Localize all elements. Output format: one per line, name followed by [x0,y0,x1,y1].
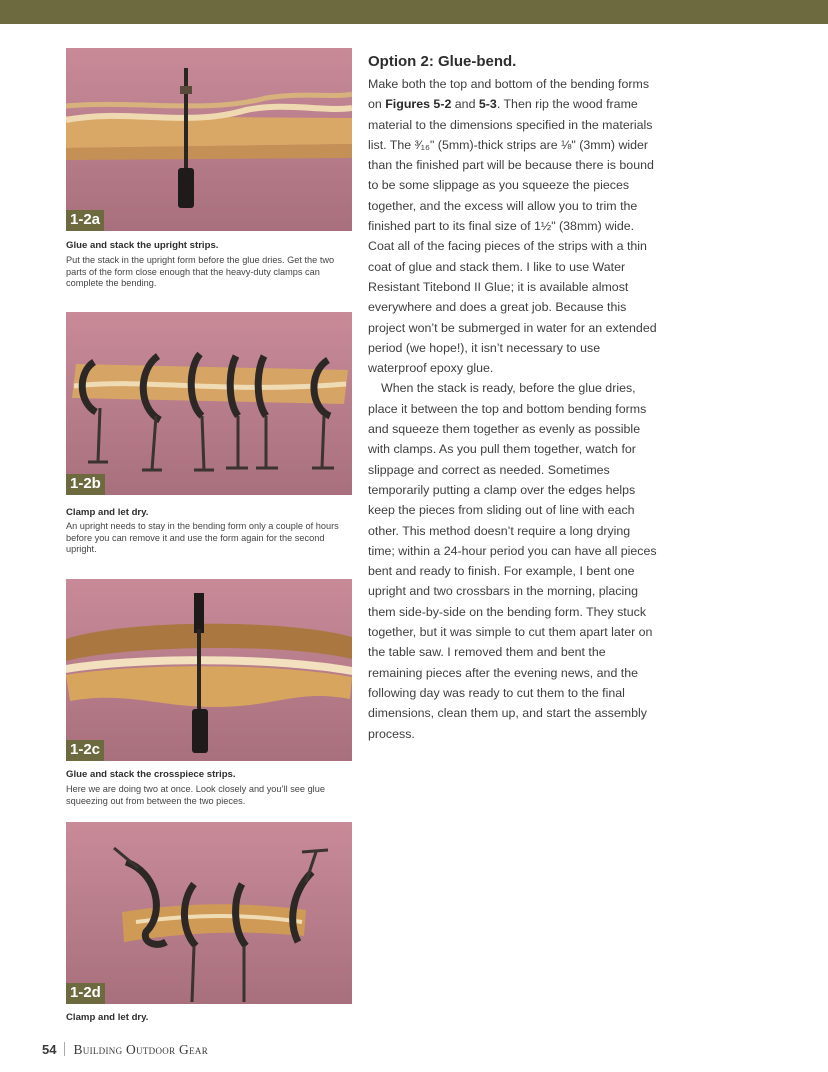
section-heading: Option 2: Glue-bend. [368,53,517,70]
figure-label: 1-2c [66,740,104,761]
figure-caption: An upright needs to stay in the bending form only a couple of hours before you can remove it and use the form again for the second upright. [66,521,339,554]
figure-photo-1-2c [66,579,352,761]
paragraph [368,74,660,378]
header-bar [0,0,828,24]
figure-caption-title: Glue and stack the upright strips. [66,240,219,251]
text-run: . Then rip the wood frame material to the dimensions specified in the materials list. The ³⁄₁₆" (5mm)-thick strips are ⅛" (3mm) wider than the finished part will be because there is bound to be some slippage as you squeeze the pieces together, and the excess will allow you to trim the finished part to its final size of 1½" (38mm) wide. Coat all of the facing pieces of the strips with a thin coat of glue and stack them. I like to use Water Resistant Titebond II Glue; it is available almost everywhere and does a great job. Because this project won’t be submerged in water for an extended period (we hope!), it isn’t necessary to use waterproof epoxy glue. [368,97,657,376]
article-body [368,74,660,744]
figure-label: 1-2b [66,474,105,495]
paragraph: When the stack is ready, before the glue dries, place it between the top and bottom bending forms and squeeze them together as evenly as possible with clamps. As you pull them together, watch for slippage and correct as needed. Sometimes temporarily putting a clamp over the edges helps keep the pieces from sliding out of line with each other. This method doesn’t require a long drying time; within a 24-hour period you can have all pieces bent and ready to finish. For example, I bent one upright and two crossbars in the morning, placing them side-by-side on the bending form. They stuck together, but it was simple to cut them apart later on the table saw. I removed them and bent the remaining pieces after the evening news, and the following day was ready to cut them to the final dimensions, clean them up, and start the assembly process. [368,381,657,741]
figure-caption: Here we are doing two at once. Look closely and you’ll see glue squeezing out from between the two pieces. [66,784,325,806]
text-run: and [451,97,479,112]
page-number: 54 [42,1042,57,1057]
figure-label: 1-2d [66,983,105,1004]
figure-caption-title: Clamp and let dry. [66,507,149,518]
figure-photo-1-2d [66,822,352,1004]
figure-caption: Put the stack in the upright form before the glue dries. Get the two parts of the form close enough that the heavy-duty clamps can complete the bending. [66,255,335,288]
figure-photo-1-2b [66,312,352,495]
figure-reference: Figures 5-2 [385,97,452,112]
page-footer [42,1042,208,1058]
figure-caption-title: Clamp and let dry. [66,1012,149,1023]
footer-divider [64,1042,65,1056]
figure-label: 1-2a [66,210,104,231]
figure-caption-title: Glue and stack the crosspiece strips. [66,769,236,780]
figure-photo-1-2a [66,48,352,231]
book-title: Building Outdoor Gear [73,1042,209,1057]
figure-reference: 5-3 [478,97,497,112]
text-run: Make both the top and bottom of the bending forms on [368,77,650,112]
